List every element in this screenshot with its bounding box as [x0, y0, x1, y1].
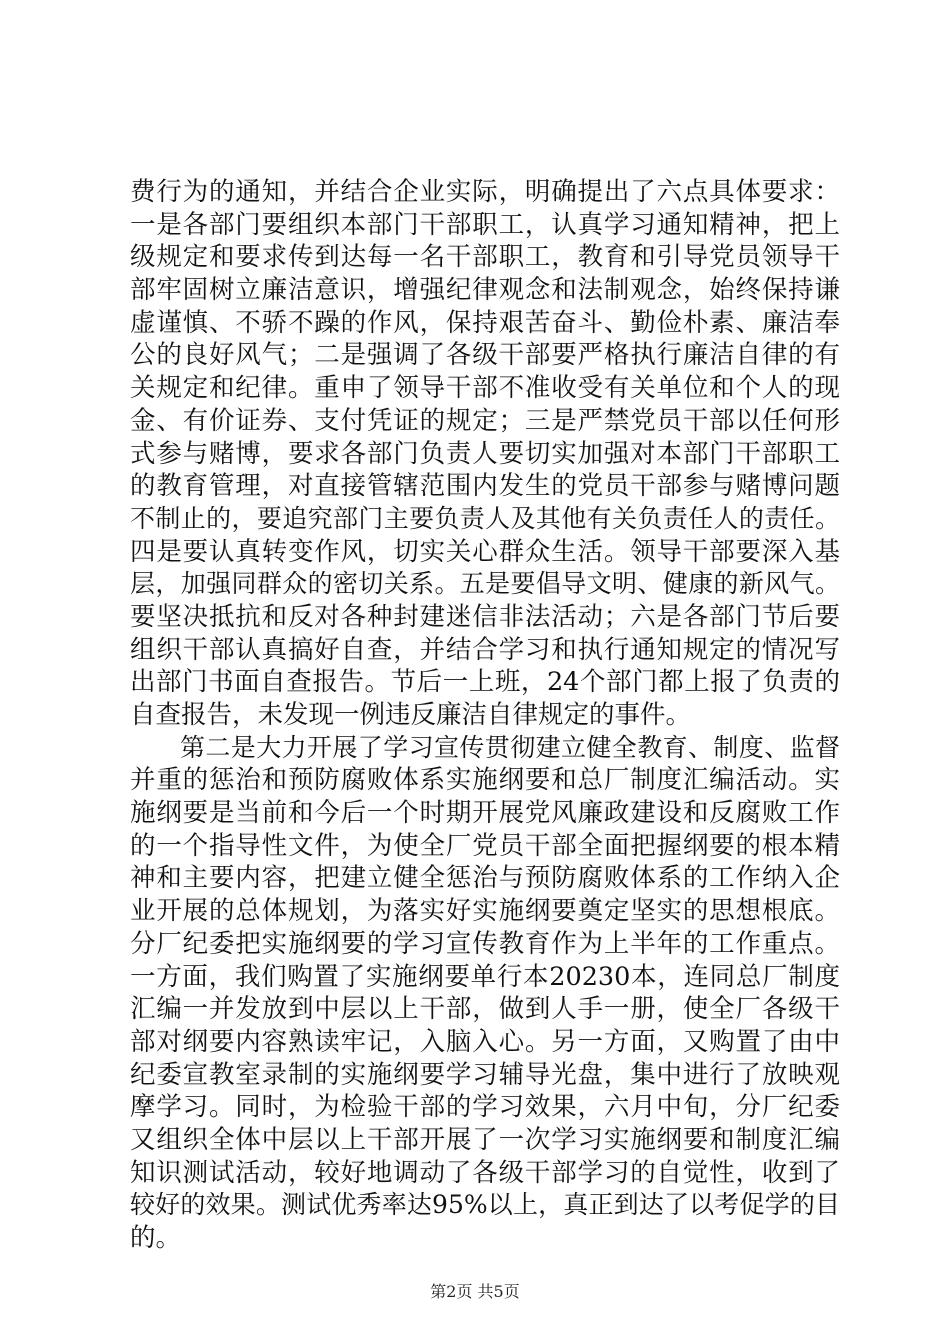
text-line: 的教育管理，对直接管辖范围内发生的党员干部参与赌博问题 — [130, 471, 840, 502]
text-line: 汇编一并发放到中层以上干部，做到人手一册，使全厂各级干 — [130, 994, 840, 1025]
text-line: 部牢固树立廉洁意识，增强纪律观念和法制观念，始终保持谦 — [130, 275, 840, 306]
text-line: 组织干部认真搞好自查，并结合学习和执行通知规定的情况写 — [130, 634, 840, 665]
page-number-footer: 第2页 共5页 — [430, 1282, 520, 1301]
text-line: 自查报告，未发现一例违反廉洁自律规定的事件。 — [130, 700, 692, 730]
text-line: 业开展的总体规划，为落实好实施纲要奠定坚实的思想根底。 — [130, 896, 840, 927]
text-line: 关规定和纪律。重申了领导干部不准收受有关单位和个人的现 — [130, 373, 840, 404]
text-line: 一方面，我们购置了实施纲要单行本20230本，连同总厂制度 — [130, 961, 840, 992]
text-line: 又组织全体中层以上干部开展了一次学习实施纲要和制度汇编 — [130, 1124, 840, 1155]
text-line: 并重的惩治和预防腐败体系实施纲要和总厂制度汇编活动。实 — [130, 765, 840, 796]
text-line: 知识测试活动，较好地调动了各级干部学习的自觉性，收到了 — [130, 1157, 840, 1188]
text-line: 神和主要内容，把建立健全惩治与预防腐败体系的工作纳入企 — [130, 863, 840, 894]
text-line: 公的良好风气；二是强调了各级干部要严格执行廉洁自律的有 — [130, 340, 840, 371]
text-line: 的一个指导性文件，为使全厂党员干部全面把握纲要的根本精 — [130, 830, 840, 861]
text-line: 四是要认真转变作风，切实关心群众生活。领导干部要深入基 — [130, 536, 840, 567]
text-line: 费行为的通知，并结合企业实际，明确提出了六点具体要求： — [130, 177, 840, 207]
text-line: 纪委宣教室录制的实施纲要学习辅导光盘，集中进行了放映观 — [130, 1059, 840, 1090]
text-line: 施纲要是当前和今后一个时期开展党风廉政建设和反腐败工作 — [130, 798, 840, 829]
text-line: 分厂纪委把实施纲要的学习宣传教育作为上半年的工作重点。 — [130, 928, 840, 959]
text-line: 出部门书面自查报告。节后一上班，24个部门都上报了负责的 — [130, 667, 840, 698]
text-line: 式参与赌博，要求各部门负责人要切实加强对本部门干部职工 — [130, 438, 840, 469]
text-line: 第二是大力开展了学习宣传贯彻建立健全教育、制度、监督 — [180, 732, 840, 762]
document-body — [130, 176, 840, 1255]
text-line: 不制止的，要追究部门主要负责人及其他有关负责任人的责任。 — [130, 503, 840, 533]
text-line: 一是各部门要组织本部门干部职工，认真学习通知精神，把上 — [130, 209, 840, 240]
text-line: 要坚决抵抗和反对各种封建迷信非法活动；六是各部门节后要 — [130, 601, 840, 632]
text-line: 的。 — [130, 1223, 182, 1253]
text-line: 层，加强同群众的密切关系。五是要倡导文明、健康的新风气。 — [130, 569, 840, 599]
text-line: 较好的效果。测试优秀率达95%以上，真正到达了以考促学的目 — [130, 1190, 840, 1220]
text-line: 部对纲要内容熟读牢记，入脑入心。另一方面，又购置了由中 — [130, 1026, 840, 1057]
text-line: 虚谨慎、不骄不躁的作风，保持艰苦奋斗、勤俭朴素、廉洁奉 — [130, 307, 840, 338]
text-line: 金、有价证券、支付凭证的规定；三是严禁党员干部以任何形 — [130, 405, 840, 436]
text-line: 级规定和要求传到达每一名干部职工，教育和引导党员领导干 — [130, 242, 840, 273]
text-line: 摩学习。同时，为检验干部的学习效果，六月中旬，分厂纪委 — [130, 1092, 840, 1123]
